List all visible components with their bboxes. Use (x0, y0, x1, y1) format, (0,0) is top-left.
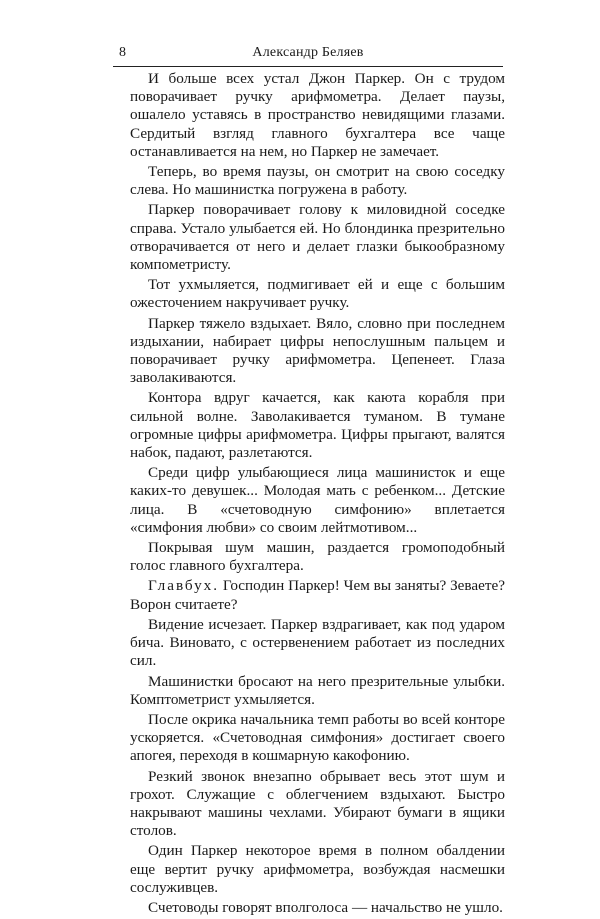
paragraph: Паркер тяжело вздыхает. Вяло, словно при последнем издыхании, набирает цифры непослушным пальцем и поворачивает ручку арифмометра. Цепенеет. Глаза заволакиваются. (130, 314, 505, 387)
speech-text: Господин Паркер! Чем вы заняты? Зеваете? Ворон считаете? (130, 577, 505, 613)
paragraph: После окрика начальника темп работы во всей конторе ускоряется. «Счетоводная симфония» достигает своего апогея, переходя в кошмарную какофонию. (130, 710, 505, 765)
paragraph: Счетоводы говорят вполголоса — начальство не ушло. (148, 898, 503, 916)
running-header (113, 44, 503, 67)
paragraph: Паркер поворачивает голову к миловидной соседке справа. Устало улыбается ей. Но блондинка презрительно отворачивается от него и делает глазки быкообразному компометристу. (130, 201, 505, 274)
paragraph: Контора вдруг качается, как каюта корабля при сильной волне. Заволакивается туманом. В тумане огромные цифры арифмометра. Цифры прыгают, валятся набок, падают, разлетаются. (130, 389, 505, 462)
paragraph: Один Паркер некоторое время в полном обалдении еще вертит ручку арифмометра, возбуждая насмешки сослуживцев. (130, 842, 505, 896)
paragraph: Покрывая шум машин, раздается громоподобный голос главного бухгалтера. (130, 539, 505, 575)
paragraph: Резкий звонок внезапно обрывает весь этот шум и грохот. Служащие с облегчением вздыхают. Быстро накрывают машины чехлами. Убирают бумаги в ящики столов. (130, 767, 505, 840)
dialogue-paragraph (130, 577, 505, 613)
paragraph: Видение исчезает. Паркер вздрагивает, как под ударом бича. Виновато, с остервенением работает из последних сил. (130, 615, 505, 670)
paragraph: И больше всех устал Джон Паркер. Он с трудом поворачивает ручку арифмометра. Делает паузы, ошалело уставясь в пространство невидящими глазами. Сердитый взгляд главного бухгалтера все чаще останавливается на нем, но Паркер не замечает. (130, 70, 505, 160)
paragraph: Машинистки бросают на него презрительные улыбки. Комптометрист ухмыляется. (130, 672, 505, 708)
paragraph: Среди цифр улыбающиеся лица машинисток и еще каких-то девушек... Молодая мать с ребенком... Детские лица. В «счетоводную симфонию» вплетается «симфония любви» со своим лейтмотивом... (130, 464, 505, 536)
speaker-name: Главбух. (148, 577, 220, 595)
page-number: 8 (119, 45, 126, 60)
paragraph: Теперь, во время паузы, он смотрит на свою соседку слева. Но машинистка погружена в работу. (130, 163, 505, 199)
paragraph: Тот ухмыляется, подмигивает ей и еще с большим ожесточением накручивает ручку. (130, 276, 505, 312)
author-name: Александр Беляев (252, 45, 364, 60)
body-text (130, 70, 505, 919)
